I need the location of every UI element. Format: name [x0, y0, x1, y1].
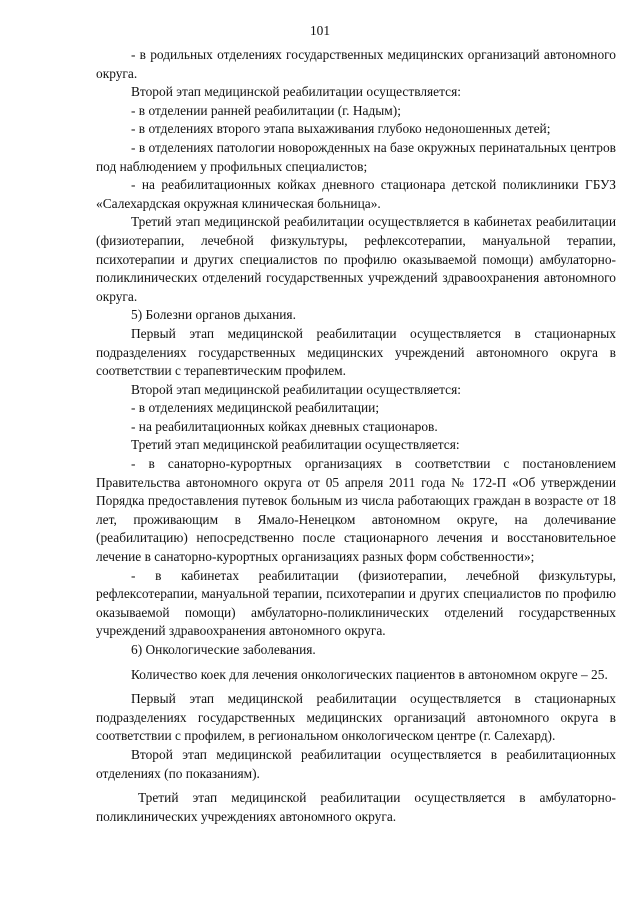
paragraph: Количество коек для лечения онкологических пациентов в автономном округе – 25.	[131, 666, 608, 682]
paragraph: - в отделениях второго этапа выхаживания глубоко недоношенных детей;	[131, 121, 551, 137]
paragraph: Второй этап медицинской реабилитации осуществляется:	[131, 84, 461, 100]
page-number: 101	[309, 23, 331, 38]
paragraph: - в кабинетах реабилитации (физиотерапии, лечебной физкультуры, рефлексотерапии, мануальной терапии, психотерапии и других специалистов по профилю оказываемой помощи) амбулаторно-поликлинических отделений государственных учреждений здравоохранения автономного округа.	[96, 567, 616, 639]
document-body	[96, 46, 616, 826]
section-heading: 5) Болезни органов дыхания.	[131, 307, 296, 323]
paragraph: - на реабилитационных койках дневных стационаров.	[131, 418, 438, 434]
paragraph: - в родильных отделениях государственных медицинских организаций автономного округа.	[96, 47, 616, 81]
paragraph: - в отделениях патологии новорожденных на базе окружных перинатальных центров под наблюдением у профильных специалистов;	[96, 139, 616, 174]
paragraph: - в отделениях медицинской реабилитации;	[131, 400, 380, 416]
paragraph: Второй этап медицинской реабилитации осуществляется в реабилитационных отделениях (по показаниям).	[96, 746, 616, 781]
paragraph: Первый этап медицинской реабилитации осуществляется в стационарных подразделениях государственных медицинских организаций автономного округа в соответствии с профилем, в региональном онкологическом центре (г. Салехард).	[96, 691, 616, 744]
section-heading: 6) Онкологические заболевания.	[131, 642, 316, 657]
paragraph: Третий этап медицинской реабилитации осуществляется в амбулаторно-поликлинических учреждениях автономного округа.	[96, 790, 616, 824]
paragraph: - на реабилитационных койках дневного стационара детской поликлиники ГБУЗ «Салехардская окружная клиническая больница».	[96, 177, 616, 211]
paragraph: Третий этап медицинской реабилитации осуществляется в кабинетах реабилитации (физиотерапии, лечебной физкультуры, рефлексотерапии, мануальной терапии, психотерапии и других специалистов по профилю оказываемой помощи) амбулаторно-поликлинических отделений государственных учреждений здравоохранения автономного округа.	[96, 214, 616, 304]
paragraph: - в отделении ранней реабилитации (г. Надым);	[131, 102, 401, 118]
paragraph: Второй этап медицинской реабилитации осуществляется:	[131, 381, 461, 397]
paragraph: - в санаторно-курортных организациях в соответствии с постановлением Правительства автономного округа от 05 апреля 2011 года № 172-П «Об утверждении Порядка предоставления путевок больным из числа работающих граждан в возрасте от 18 лет, проживающим в Ямало-Ненецком автономном округе, на долечивание (реабилитацию) непосредственно после стационарного лечения и восстановительное лечение в санаторно-курортных организациях разных форм собственности»;	[96, 456, 616, 565]
paragraph: Третий этап медицинской реабилитации осуществляется:	[131, 437, 460, 453]
paragraph: Первый этап медицинской реабилитации осуществляется в стационарных подразделениях государственных медицинских учреждений автономного округа в соответствии с терапевтическим профилем.	[96, 325, 616, 379]
